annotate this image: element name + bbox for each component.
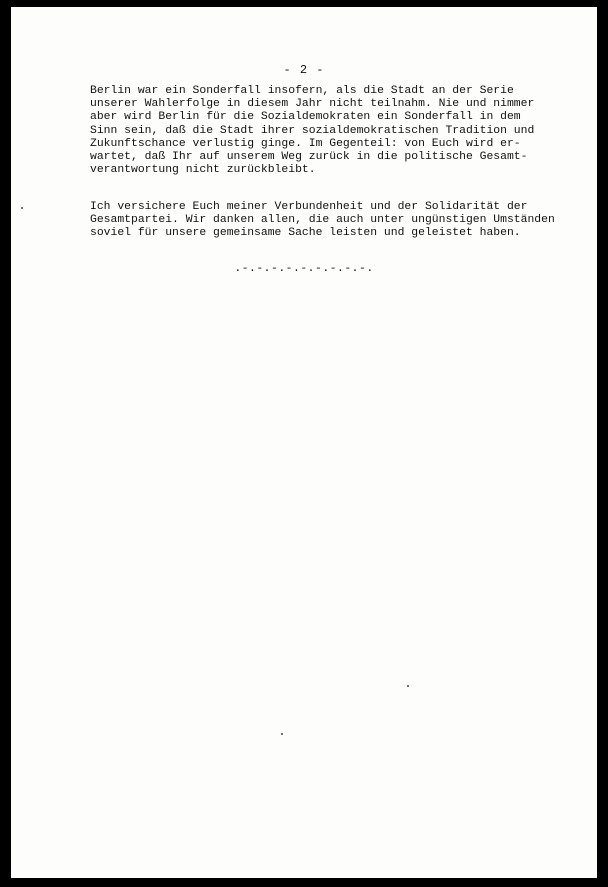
paragraph-1-line: Zukunftschance verlustig ginge. Im Gegenteil: von Euch wird er- (90, 137, 521, 150)
paragraph-2-line: Ich versichere Euch meiner Verbundenheit und der Solidarität der (90, 201, 528, 213)
paragraph-1-line: aber wird Berlin für die Sozialdemokraten ein Sonderfall in dem (90, 111, 521, 124)
document-page (11, 7, 597, 878)
paragraph-1-line: verantwortung nicht zurückbleibt. (90, 164, 316, 177)
closing-divider: .-.-.-.-.-.-.-.-.-. (234, 263, 374, 275)
paragraph-1-line: unserer Wahlerfolge in diesem Jahr nicht teilnahm. Nie und nimmer (90, 98, 535, 111)
scan-speck (21, 207, 23, 209)
paragraph-2 (90, 201, 555, 241)
page-number: - 2 - (283, 63, 325, 77)
scan-speck (407, 685, 409, 687)
scan-speck (281, 733, 283, 735)
paragraph-1-line: wartet, daß Ihr auf unserem Weg zurück in die politische Gesamt- (90, 151, 528, 164)
paragraph-1 (90, 85, 550, 177)
paragraph-1-line: Sinn sein, daß die Stadt ihrer sozialdemokratischen Tradition und (90, 124, 535, 137)
paragraph-2-line: soviel für unsere gemeinsame Sache leisten und geleistet haben. (90, 227, 521, 240)
paragraph-1-line: Berlin war ein Sonderfall insofern, als die Stadt an der Serie (90, 85, 514, 97)
paragraph-2-line: Gesamtpartei. Wir danken allen, die auch unter ungünstigen Umständen (90, 214, 555, 227)
